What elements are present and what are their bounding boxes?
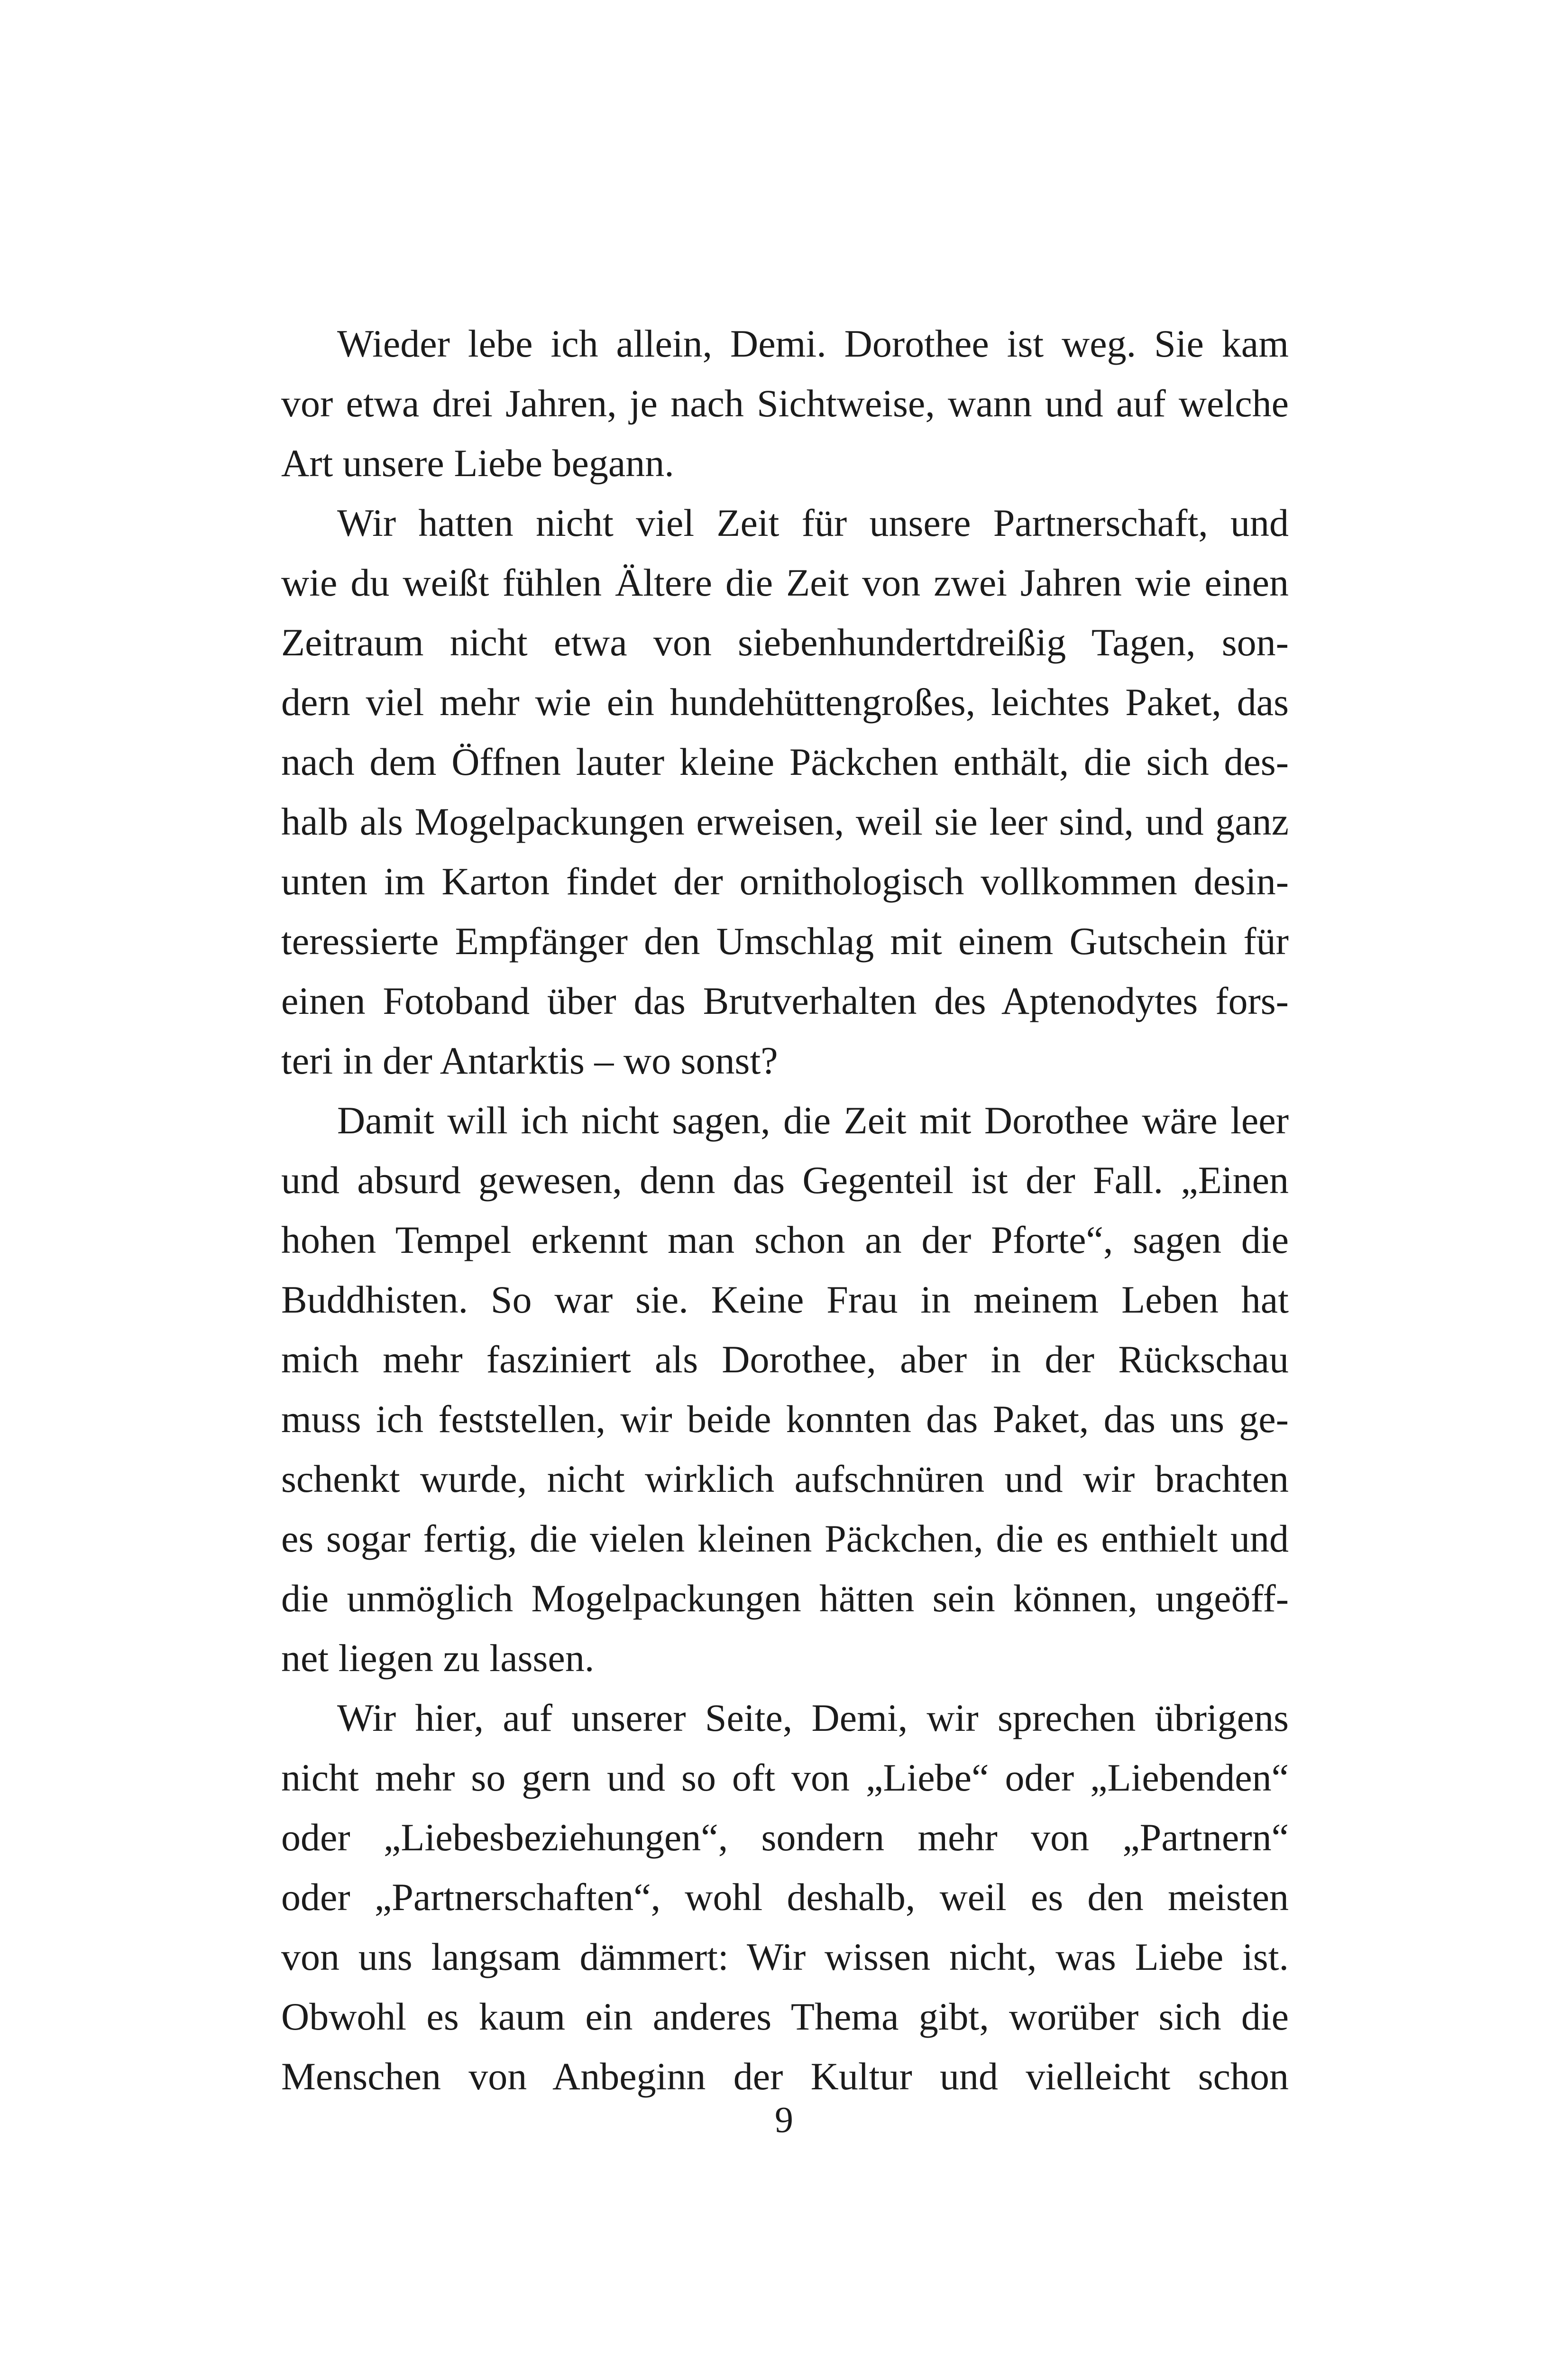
text-line: schenkt wurde, nicht wirklich aufschnüren und wir brachten — [281, 1457, 1289, 1500]
text-line: nicht mehr so gern und so oft von „Liebe“ oder „Liebenden“ — [281, 1756, 1289, 1799]
text-line: Zeitraum nicht etwa von siebenhundertdreißig Tagen, son- — [281, 621, 1289, 664]
text-line: teri in der Antarktis – wo sonst? — [281, 1039, 778, 1082]
text-line: die unmöglich Mogelpackungen hätten sein können, ungeöff- — [281, 1577, 1289, 1620]
text-line: teressierte Empfänger den Umschlag mit einem Gutschein für — [281, 919, 1289, 963]
text-line: Art unsere Liebe begann. — [281, 441, 674, 485]
text-line: einen Fotoband über das Brutverhalten des Aptenodytes fors- — [281, 979, 1289, 1022]
text-line: Obwohl es kaum ein anderes Thema gibt, worüber sich die — [281, 1995, 1289, 2038]
text-line: dern viel mehr wie ein hundehüttengroßes, leichtes Paket, das — [281, 680, 1289, 724]
text-line: Menschen von Anbeginn der Kultur und vielleicht schon — [281, 2055, 1289, 2098]
text-line: Buddhisten. So war sie. Keine Frau in meinem Leben hat — [281, 1278, 1289, 1321]
text-line: es sogar fertig, die vielen kleinen Päckchen, die es enthielt und — [281, 1517, 1289, 1560]
text-line: mich mehr fasziniert als Dorothee, aber in der Rückschau — [281, 1338, 1289, 1381]
body-text — [281, 314, 1289, 2106]
text-line: von uns langsam dämmert: Wir wissen nicht, was Liebe ist. — [281, 1935, 1289, 1978]
text-line: halb als Mogelpackungen erweisen, weil sie leer sind, und ganz — [281, 800, 1289, 843]
text-line: wie du weißt fühlen Ältere die Zeit von zwei Jahren wie einen — [281, 561, 1289, 604]
text-line: oder „Partnerschaften“, wohl deshalb, weil es den meisten — [281, 1875, 1289, 1919]
text-line: oder „Liebesbeziehungen“, sondern mehr von „Partnern“ — [281, 1816, 1289, 1859]
text-line: nach dem Öffnen lauter kleine Päckchen enthält, die sich des- — [281, 740, 1289, 783]
text-line: vor etwa drei Jahren, je nach Sichtweise, wann und auf welche — [281, 382, 1289, 425]
page-number: 9 — [775, 2099, 793, 2140]
text-line: Wir hatten nicht viel Zeit für unsere Partnerschaft, und — [337, 501, 1289, 544]
text-line: unten im Karton findet der ornithologisch vollkommen desin- — [281, 860, 1289, 903]
text-line: Damit will ich nicht sagen, die Zeit mit Dorothee wäre leer — [337, 1099, 1289, 1142]
text-line: Wieder lebe ich allein, Demi. Dorothee ist weg. Sie kam — [337, 322, 1289, 365]
text-line: Wir hier, auf unserer Seite, Demi, wir sprechen übrigens — [337, 1696, 1289, 1739]
text-line: muss ich feststellen, wir beide konnten das Paket, das uns ge- — [281, 1397, 1289, 1441]
text-line: net liegen zu lassen. — [281, 1636, 595, 1680]
text-line: und absurd gewesen, denn das Gegenteil ist der Fall. „Einen — [281, 1158, 1289, 1202]
text-line: hohen Tempel erkennt man schon an der Pforte“, sagen die — [281, 1218, 1289, 1261]
